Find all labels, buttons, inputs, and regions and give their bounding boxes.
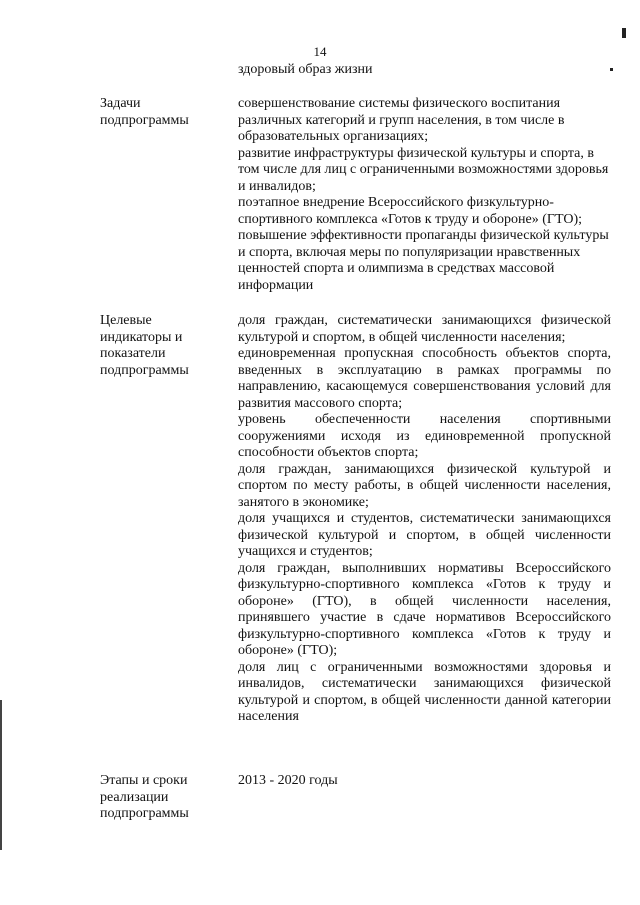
section-content-stages <box>238 773 611 790</box>
indicator-item: доля лиц с ограниченными возможностями здоровья и инвалидов, систематически занимающихся физической культурой и спортом, в общей численности данной категории населения <box>238 659 611 724</box>
scan-mark-top-right-dot <box>610 68 613 71</box>
continuation-text: здоровый образ жизни <box>238 62 373 77</box>
label-line: Целевые <box>100 313 152 328</box>
task-item: развитие инфраструктуры физической культуры и спорта, в том числе для лиц с ограниченными возможностями здоровья и инвалидов; <box>238 145 609 194</box>
task-item: совершенствование системы физического воспитания различных категорий и групп населения, в том числе в образовательных организациях; <box>238 96 565 144</box>
label-line: подпрограммы <box>100 362 189 378</box>
indicator-item: доля граждан, систематически занимающихся физической культурой и спортом, в общей численности населения; <box>238 313 611 345</box>
label-line: подпрограммы <box>100 112 189 128</box>
label-line: подпрограммы <box>100 806 189 821</box>
section-content-tasks <box>238 96 611 294</box>
section-label-tasks <box>100 96 230 129</box>
indicator-item: доля граждан, занимающихся физической культурой и спортом по месту работы, в общей численности населения, занятого в экономике; <box>238 461 611 510</box>
section-content-indicators <box>238 313 611 726</box>
scan-mark-left-edge <box>0 700 2 850</box>
page-number: 14 <box>313 44 327 59</box>
indicator-item: доля учащихся и студентов, систематически занимающихся физической культурой и спортом, в общей численности учащихся и студентов; <box>238 511 611 559</box>
label-line: Задачи <box>100 96 141 111</box>
scan-mark-top-right <box>622 28 626 38</box>
label-line: индикаторы и <box>100 329 183 345</box>
label-line: Этапы и сроки <box>100 773 188 788</box>
indicator-item: единовременная пропускная способность объектов спорта, введенных в эксплуатацию в рамках программы по направлению, касающемуся совершенствования условий для развития массового спорта; <box>238 346 611 411</box>
section-label-stages <box>100 773 230 823</box>
section-label-indicators <box>100 313 230 379</box>
label-line: реализации <box>100 789 169 805</box>
stages-value: 2013 - 2020 годы <box>238 773 338 788</box>
label-line: показатели <box>100 346 166 361</box>
indicator-item: уровень обеспеченности населения спортивными сооружениями исходя из единовременной пропускной способности объектов спорта; <box>238 412 611 460</box>
task-item: повышение эффективности пропаганды физической культуры и спорта, включая меры по популяризации нравственных ценностей спорта и олимпизма в средствах массовой информации <box>238 228 609 293</box>
task-item: поэтапное внедрение Всероссийского физкультурно-спортивного комплекса «Готов к труду и обороне» (ГТО); <box>238 195 583 227</box>
indicator-item: доля граждан, выполнивших нормативы Всероссийского физкультурно-спортивного комплекса «Готов к труду и обороне» (ГТО), в общей численности населения, принявшего участие в сдаче нормативов Всероссийского физкультурно-спортивного комплекса «Готов к труду и обороне» (ГТО); <box>238 560 611 658</box>
